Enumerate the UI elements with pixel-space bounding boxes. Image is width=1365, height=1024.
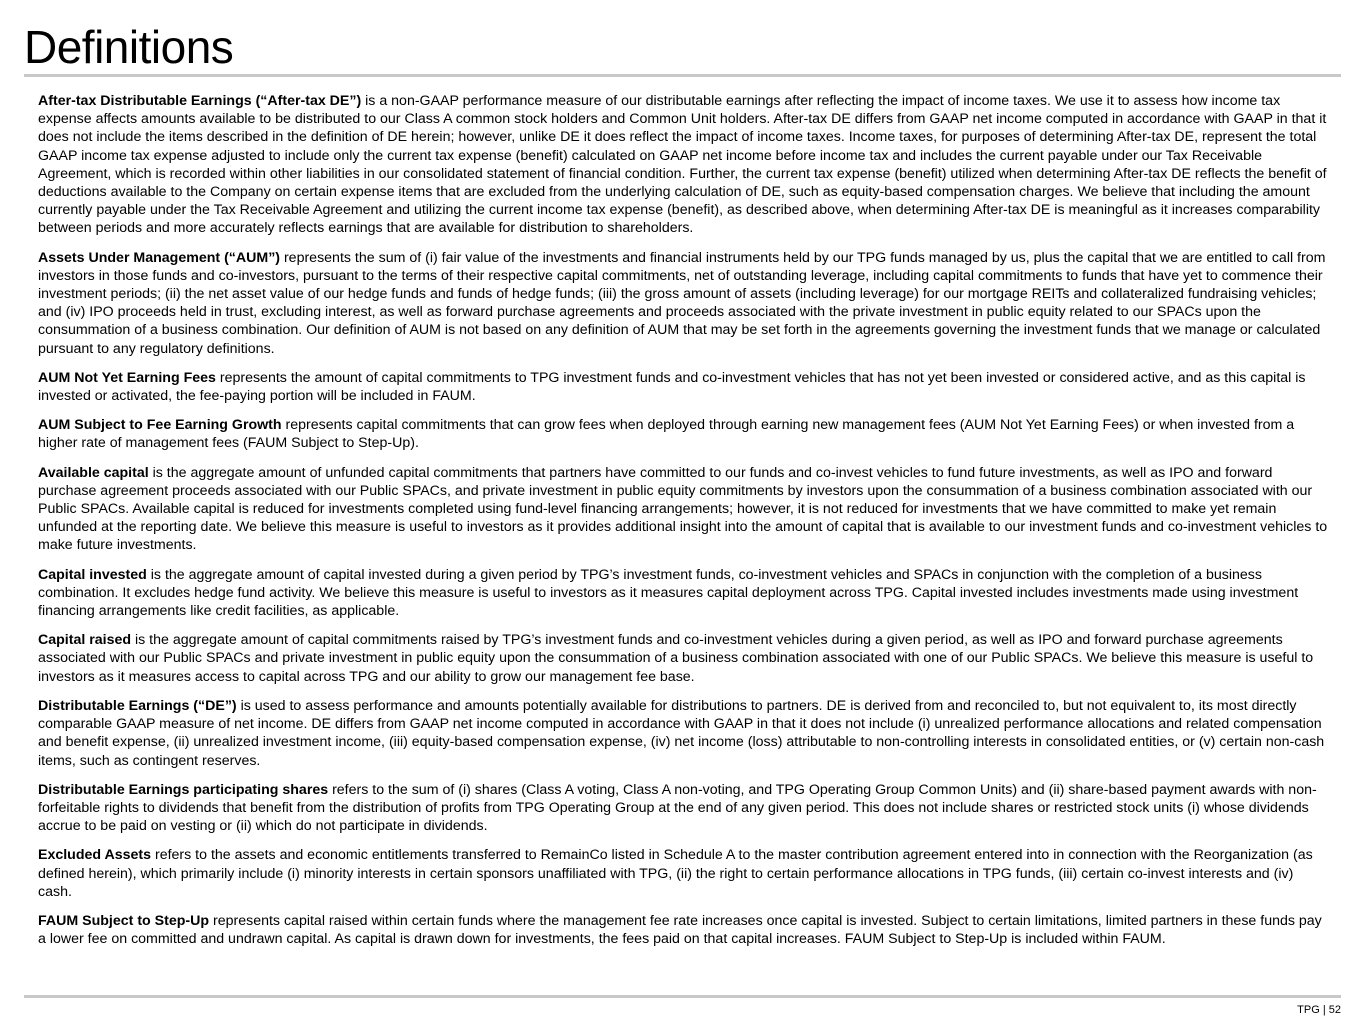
definition-aum-not-yet-earning-fees (38, 369, 1330, 405)
definition-available-capital (38, 464, 1330, 555)
definition-text: refers to the assets and economic entitlements transferred to RemainCo listed in Schedule A to the master contribution agreement entered into in connection with the Reorganization (as defined herein), which primarily include (i) minority interests in certain sponsors unaffiliated with TPG, (ii) the right to certain performance allocations in TPG funds, (iii) certain co-invest interests and (iv) cash. (38, 847, 1313, 900)
title-divider (24, 74, 1341, 77)
page-title: Definitions (24, 21, 234, 73)
definition-text: is the aggregate amount of capital invested during a given period by TPG’s investment funds, co-investment vehicles and SPACs in conjunction with the completion of a business combination. It excludes hedge fund activity. We believe this measure is useful to investors as it measures capital deployment across TPG. Capital invested includes investments made using investment financing arrangements like credit facilities, as applicable. (38, 566, 1299, 620)
definition-term: Excluded Assets (38, 847, 152, 864)
definitions-list (38, 92, 1330, 959)
definition-text: is a non-GAAP performance measure of our distributable earnings after reflecting the impact of income taxes. We use it to assess how income tax expense affects amounts available to be distributed to our Class A common stock holders and Common Unit holders. After-tax DE differs from GAAP net income computed in accordance with GAAP in that it does not include the items described in the definition of DE herein; however, unlike DE it does reflect the impact of income taxes. Income taxes, for purposes of determining After-tax DE, represent the total GAAP income tax expense adjusted to include only the current tax expense (benefit) calculated on GAAP net income before income tax and includes the current payable under our Tax Receivable Agreement, which is recorded within other liabilities in our consolidated statement of financial condition. Further, the current tax expense (benefit) utilized when determining After-tax DE reflects the benefit of deductions available to the Company on certain expense items that are excluded from the underlying calculation of DE, such as equity-based compensation charges. We believe that including the amount currently payable under the Tax Receivable Agreement and utilizing the current income tax expense (benefit), as described above, when determining After-tax DE is meaningful as it increases comparability between periods and more accurately reflects earnings that are available for distribution to shareholders. (38, 93, 1327, 237)
definition-term: AUM Subject to Fee Earning Growth (38, 417, 282, 434)
definition-text: represents capital commitments that can grow fees when deployed through earning new management fees (AUM Not Yet Earning Fees) or when invested from a higher rate of management fees (FAUM Subject to Step-Up). (38, 417, 1295, 452)
definition-text: refers to the sum of (i) shares (Class A voting, Class A non-voting, and TPG Operating Group Common Units) and (ii) share-based payment awards with non-forfeitable rights to dividends that benefit from the distribution of profits from TPG Operating Group at the end of any given period. This does not include shares or restricted stock units (i) whose dividends accrue to be paid on vesting or (ii) which do not participate in dividends. (38, 781, 1317, 835)
definition-aum-subject-to-fee-earning-growth (38, 416, 1330, 452)
page-footer: TPG | 52 (1297, 1004, 1341, 1016)
definition-term: Available capital (38, 464, 149, 481)
definition-term: Distributable Earnings (“DE”) (38, 697, 237, 714)
definition-text: is the aggregate amount of capital commitments raised by TPG’s investment funds and co-investment vehicles during a given period, as well as IPO and forward purchase agreements associated with our Public SPACs and private investment in public equity upon the consummation of a business combination associated with one of our Public SPACs. We believe this measure is useful to investors as it measures access to capital across TPG and our ability to grow our management fee base. (38, 632, 1314, 685)
definition-distributable-earnings (38, 697, 1330, 770)
definition-term: Assets Under Management (“AUM”) (38, 249, 281, 266)
definition-capital-raised (38, 631, 1330, 686)
definition-text: is the aggregate amount of unfunded capital commitments that partners have committed to our funds and co-invest vehicles to fund future investments, as well as IPO and forward purchase agreement proceeds associated with our Public SPACs, and private investment in public equity commitments by investors upon the consummation of a business combination associated with our Public SPACs. Available capital is reduced for investments completed using fund-level financing arrangements; however, it is not reduced for investments that we have committed to make yet remain unfunded at the reporting date. We believe this measure is useful to investors as it provides additional insight into the amount of capital that is available to our investment funds and co-investment vehicles to make future investments. (38, 464, 1328, 554)
definition-text: is used to assess performance and amounts potentially available for distributions to partners. DE is derived from and reconciled to, but not equivalent to, its most directly comparable GAAP measure of net income. DE differs from GAAP net income computed in accordance with GAAP in that it does not include (i) unrealized performance allocations and related compensation and benefit expense, (ii) unrealized investment income, (iii) equity-based compensation expense, (iv) net income (loss) attributable to non-controlling interests in consolidated entities, or (v) certain non-cash items, such as contingent reserves. (38, 697, 1325, 769)
definition-aum (38, 249, 1330, 358)
definition-text: represents the amount of capital commitments to TPG investment funds and co-investment vehicles that has not yet been invested or considered active, and as this capital is invested or activated, the fee-paying portion will be included in FAUM. (38, 369, 1306, 405)
definition-text: represents capital raised within certain funds where the management fee rate increases once capital is invested. Subject to certain limitations, limited partners in these funds pay a lower fee on committed and undrawn capital. As capital is drawn down for investments, the fees paid on that capital increases. FAUM Subject to Step-Up is included within FAUM. (38, 912, 1322, 948)
definition-excluded-assets (38, 846, 1330, 901)
definition-term: After-tax Distributable Earnings (“After-tax DE”) (38, 93, 362, 109)
definition-term: Distributable Earnings participating shares (38, 781, 329, 798)
definition-faum-subject-to-step-up (38, 912, 1330, 948)
definition-text: represents the sum of (i) fair value of the investments and financial instruments held by our TPG funds managed by us, plus the capital that we are entitled to call from investors in those funds and co-investors, pursuant to the terms of their respective capital commitments, net of outstanding leverage, including capital commitments to funds that have yet to commence their investment periods; (ii) the net asset value of our hedge funds and funds of hedge funds; (iii) the gross amount of assets (including leverage) for our mortgage REITs and collateralized fundraising vehicles; and (iv) IPO proceeds held in trust, excluding interest, as well as forward purchase agreements and proceeds associated with the private investment in public equity related to our SPACs upon the consummation of a business combination. Our definition of AUM is not based on any definition of AUM that may be set forth in the agreements governing the investment funds that we manage or calculated pursuant to any regulatory definitions. (38, 249, 1326, 357)
definition-term: FAUM Subject to Step-Up (38, 912, 210, 929)
definition-de-participating-shares (38, 781, 1330, 836)
definition-term: AUM Not Yet Earning Fees (38, 369, 216, 386)
definition-term: Capital raised (38, 632, 132, 649)
definition-after-tax-de (38, 92, 1330, 238)
footer-divider (24, 995, 1341, 998)
definition-capital-invested (38, 566, 1330, 621)
definition-term: Capital invested (38, 566, 147, 583)
